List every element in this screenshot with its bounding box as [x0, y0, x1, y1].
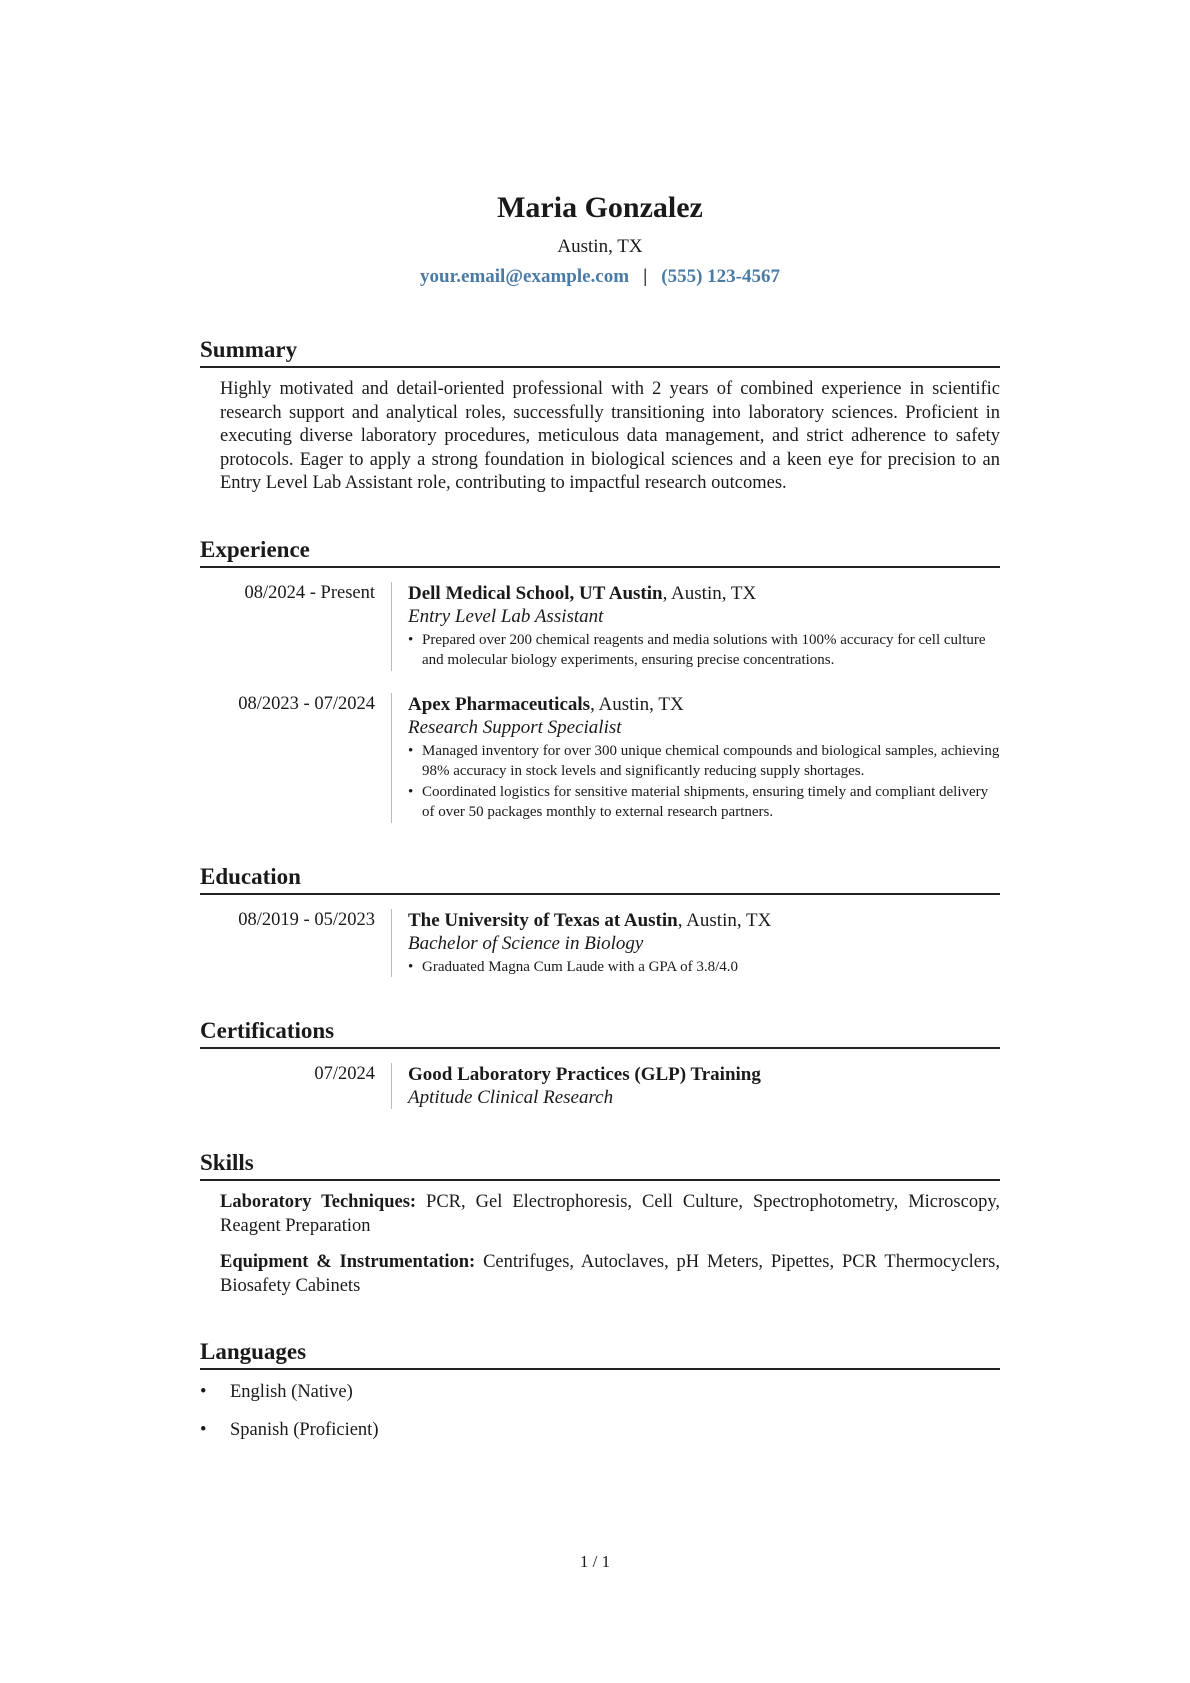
entry-body [391, 909, 1000, 978]
section-title-certifications: Certifications [200, 1017, 1000, 1049]
experience-entry [200, 693, 1000, 823]
resume-header [200, 190, 1000, 290]
experience-section [200, 536, 1000, 823]
entry-bullets [408, 630, 1000, 671]
resume-page [200, 190, 1000, 1442]
certification-issuer: Aptitude Clinical Research [408, 1087, 614, 1108]
skills-section [200, 1149, 1000, 1298]
entry-body [391, 1063, 1000, 1109]
bullet-item: • Managed inventory for over 300 unique chemical compounds and biological samples, achieving 98% accuracy in stock levels and significantly reducing supply shortages. [408, 741, 1000, 782]
entry-role: Entry Level Lab Assistant [408, 605, 604, 627]
entry-organization [408, 909, 1000, 932]
entry-role: Research Support Specialist [408, 716, 622, 738]
entry-organization [408, 693, 1000, 716]
skill-value: Centrifuges, Autoclaves, pH Meters, Pipettes, PCR Thermocyclers, Biosafety Cabinets [220, 1252, 1001, 1296]
section-title-education: Education [200, 863, 1000, 895]
entry-organization [408, 1063, 1000, 1086]
phone-link[interactable]: (555) 123-4567 [661, 266, 780, 287]
organization-place: , Austin, TX [590, 693, 684, 715]
certification-entry [200, 1063, 1000, 1109]
language-item: • English (Native) [200, 1380, 1000, 1404]
entry-date: 08/2024 - Present [244, 582, 375, 603]
email-link[interactable]: your.email@example.com [420, 266, 630, 287]
education-section [200, 863, 1000, 978]
candidate-name: Maria Gonzalez [497, 191, 703, 224]
languages-section [200, 1338, 1000, 1442]
certifications-section [200, 1017, 1000, 1109]
entry-bullets [408, 741, 1000, 823]
organization-place: , Austin, TX [677, 909, 772, 931]
skill-line [220, 1251, 1000, 1298]
organization-name: Dell Medical School, UT Austin [408, 582, 663, 604]
entry-date: 08/2023 - 07/2024 [238, 693, 375, 714]
entry-organization [408, 582, 1000, 605]
entry-body [391, 582, 1000, 671]
entry-date: 08/2019 - 05/2023 [238, 909, 375, 930]
organization-place: , Austin, TX [662, 582, 757, 604]
page-indicator: 1 / 1 [579, 1552, 611, 1571]
organization-name: Apex Pharmaceuticals [408, 693, 591, 715]
bullet-item: • Coordinated logistics for sensitive material shipments, ensuring timely and compliant delivery of over 50 packages monthly to external research partners. [408, 782, 1000, 823]
education-entry [200, 909, 1000, 978]
bullet-item: • Graduated Magna Cum Laude with a GPA of 3.8/4.0 [408, 957, 1000, 978]
section-title-skills: Skills [200, 1149, 1000, 1181]
entry-date: 07/2024 [314, 1064, 375, 1084]
candidate-location: Austin, TX [557, 236, 643, 257]
section-title-languages: Languages [200, 1338, 1000, 1370]
section-title-summary: Summary [200, 336, 1000, 368]
summary-text: Highly motivated and detail-oriented professional with 2 years of combined experience in scientific research support and analytical roles, successfully transitioning into laboratory sciences. Proficient in executing diverse laboratory procedures, meticulous data management, and strict adherence to safety protocols. Eager to apply a strong foundation in biological sciences and a keen eye for precision to an Entry Level Lab Assistant role, contributing to impactful research outcomes. [220, 379, 1000, 493]
certification-name: Good Laboratory Practices (GLP) Training [408, 1064, 761, 1085]
section-title-experience: Experience [200, 536, 1000, 568]
contact-line [200, 264, 1000, 290]
entry-body [391, 693, 1000, 823]
entry-bullets [408, 957, 1000, 978]
skill-value: PCR, Gel Electrophoresis, Cell Culture, Spectrophotometry, Microscopy, Reagent Preparation [220, 1192, 1000, 1236]
skill-label: Equipment & Instrumentation: [220, 1252, 476, 1272]
organization-name: The University of Texas at Austin [408, 909, 678, 931]
languages-list [200, 1380, 1000, 1442]
summary-section [200, 336, 1000, 496]
skill-line [220, 1191, 1000, 1238]
entry-role: Bachelor of Science in Biology [408, 932, 644, 954]
language-item: • Spanish (Proficient) [200, 1418, 1000, 1442]
experience-entry [200, 582, 1000, 671]
contact-separator: | [643, 266, 648, 287]
bullet-item: • Prepared over 200 chemical reagents and media solutions with 100% accuracy for cell culture and molecular biology experiments, ensuring precise concentrations. [408, 630, 1000, 671]
skill-label: Laboratory Techniques: [220, 1192, 417, 1212]
